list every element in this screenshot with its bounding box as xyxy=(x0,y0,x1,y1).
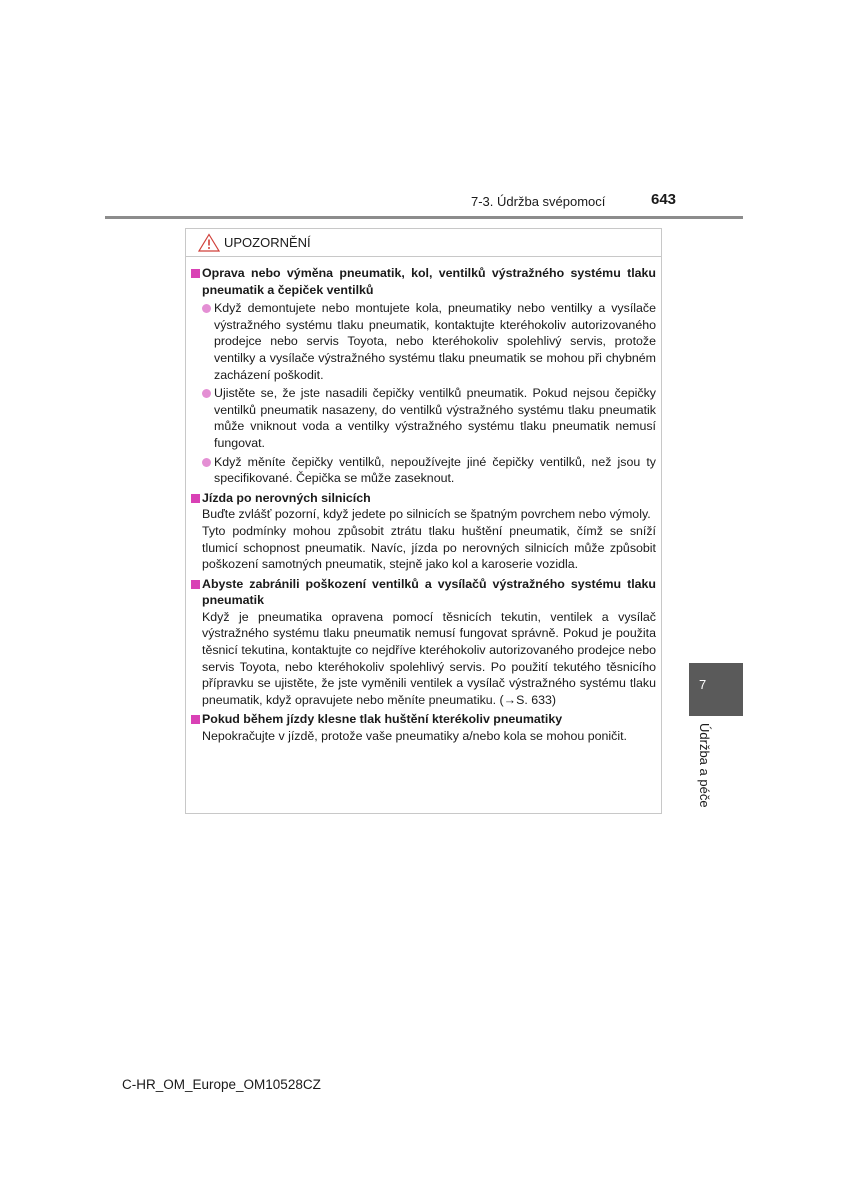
square-bullet-icon xyxy=(191,269,200,278)
document-code: C-HR_OM_Europe_OM10528CZ xyxy=(122,1077,321,1092)
page-number: 643 xyxy=(651,191,677,208)
square-bullet-icon xyxy=(191,494,200,503)
chapter-label: Údržba a péče xyxy=(697,723,712,808)
section-heading: Abyste zabránili poškození ventilků a vysílačů výstražného systému tlaku pneumatik xyxy=(188,576,656,609)
header-divider xyxy=(105,216,743,219)
chapter-number: 7 xyxy=(699,677,707,692)
warning-title: UPOZORNĚNÍ xyxy=(224,235,311,250)
chapter-tab xyxy=(689,663,743,716)
square-bullet-icon xyxy=(191,580,200,589)
circle-bullet-icon xyxy=(202,458,211,467)
paragraph: Nepokračujte v jízdě, protože vaše pneumatiky a/nebo kola se mohou poničit. xyxy=(202,729,627,744)
circle-bullet-icon xyxy=(202,389,211,398)
warning-triangle-icon xyxy=(198,233,220,252)
section-title: 7-3. Údržba svépomocí xyxy=(471,194,606,209)
list-item: Ujistěte se, že jste nasadili čepičky ventilků pneumatik. Pokud nejsou čepičky ventilků pneumatik nasazeny, do ventilků výstražného systému tlaku pneumatik může vniknout voda a ventilky výstražného systému tlaku pneumatik nemusí fungovat. xyxy=(188,385,656,451)
warning-box-title xyxy=(186,229,661,257)
section-heading: Oprava nebo výměna pneumatik, kol, ventilků výstražného systému tlaku pneumatik a čepiček ventilků xyxy=(188,265,656,298)
paragraph: Tyto podmínky mohou způsobit ztrátu tlaku huštění pneumatik, čímž se sníží tlumicí schopnost pneumatik. Navíc, jízda po nerovných silnicích může způsobit poškození samotných pneumatik, stejně jako kol a karoserie vozidla. xyxy=(202,523,656,572)
circle-bullet-icon xyxy=(202,304,211,313)
section-heading: Pokud během jízdy klesne tlak huštění kterékoliv pneumatiky xyxy=(188,711,656,728)
paragraph: Když je pneumatika opravena pomocí těsnicích tekutin, ventilek a vysílač výstražného systému tlaku pneumatik nemusí fungovat správně. Pokud je použita těsnicí tekutina, kontaktujte co nejdříve kteréhokoliv autorizovaného prodejce nebo servis Toyota, nebo kteréhokoliv spolehlivý servis. Po použití tekutého těsnicího přípravku se ujistěte, že jste vyměnili ventilek a vysílač výstražného systému tlaku pneumatik, když opravujete nebo měníte pneumatiku. (→S. 633) xyxy=(202,609,656,707)
section-heading: Jízda po nerovných silnicích xyxy=(188,490,656,507)
warning-content xyxy=(188,265,660,745)
paragraph: Buďte zvlášť pozorní, když jedete po silnicích se špatným povrchem nebo výmoly. xyxy=(202,507,651,522)
list-item: Když demontujete nebo montujete kola, pneumatiky nebo ventilky a vysílače výstražného systému tlaku pneumatik, kontaktujte kteréhokoliv autorizovaného prodejce nebo servis Toyota, nebo kteréhokoliv spolehlivý servis, protože ventilky a vysílače výstražného systému tlaku pneumatik se mohou při chybném zacházení poškodit. xyxy=(188,300,656,383)
square-bullet-icon xyxy=(191,715,200,724)
warning-box xyxy=(185,228,662,814)
list-item: Když měníte čepičky ventilků, nepoužívejte jiné čepičky ventilků, než jsou ty specifikované. Čepička se může zaseknout. xyxy=(188,454,656,487)
